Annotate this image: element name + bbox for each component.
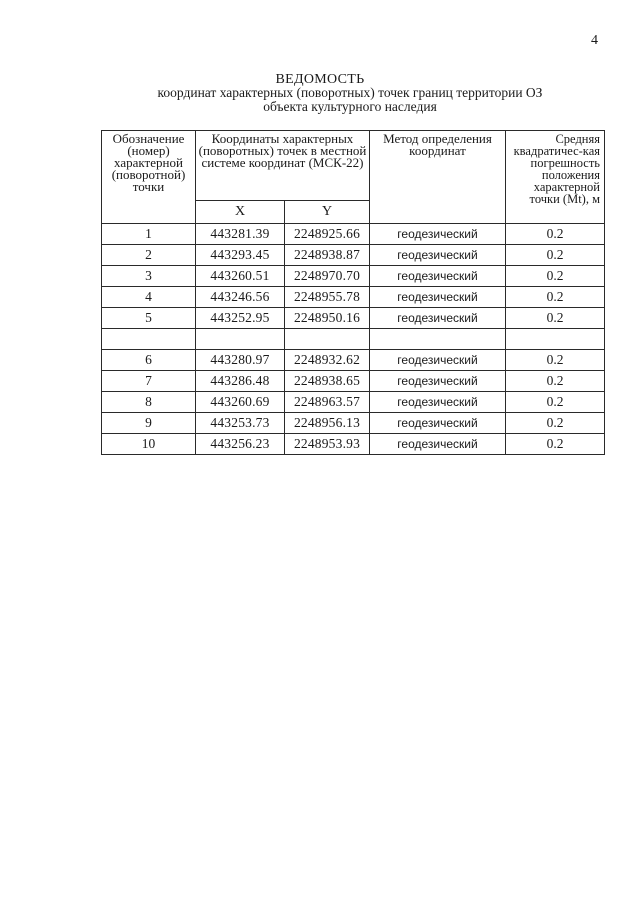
x-coordinate-cell: 443256.23 [196, 434, 285, 455]
y-coordinate-cell: 2248938.87 [285, 245, 370, 266]
y-coordinate-cell: 2248956.13 [285, 413, 370, 434]
method-cell: геодезический [370, 308, 506, 329]
table-body [102, 224, 605, 455]
method-cell: геодезический [370, 413, 506, 434]
method-cell: геодезический [370, 434, 506, 455]
y-coordinate-cell: 2248963.57 [285, 392, 370, 413]
point-number-cell: 1 [102, 224, 196, 245]
header-coordinates: Координаты характерных (поворотных) точек в местной системе координат (МСК-22) [196, 131, 370, 201]
x-coordinate-cell: 443286.48 [196, 371, 285, 392]
method-cell: геодезический [370, 245, 506, 266]
point-number-cell: 4 [102, 287, 196, 308]
x-coordinate-cell: 443252.95 [196, 308, 285, 329]
method-cell: геодезический [370, 224, 506, 245]
coordinates-table [101, 130, 605, 455]
point-number-cell: 2 [102, 245, 196, 266]
x-coordinate-cell: 443281.39 [196, 224, 285, 245]
x-coordinate-cell: 443280.97 [196, 350, 285, 371]
method-cell: геодезический [370, 371, 506, 392]
x-coordinate-cell: 443260.69 [196, 392, 285, 413]
table-row [102, 266, 605, 287]
method-cell: геодезический [370, 266, 506, 287]
document-title: ВЕДОМОСТЬ [275, 72, 365, 87]
table-row [102, 287, 605, 308]
y-coordinate-cell: 2248970.70 [285, 266, 370, 287]
mt-cell: 0.2 [506, 413, 605, 434]
point-number-cell: 8 [102, 392, 196, 413]
x-coordinate-cell: 443293.45 [196, 245, 285, 266]
mt-cell: 0.2 [506, 392, 605, 413]
method-cell: геодезический [370, 350, 506, 371]
separator-row [102, 329, 605, 350]
method-cell: геодезический [370, 392, 506, 413]
x-coordinate-cell: 443253.73 [196, 413, 285, 434]
table-row [102, 434, 605, 455]
header-mt: Средняя квадратичес-кая погрешность положения характерной точки (Mt), м [506, 131, 605, 224]
mt-cell: 0.2 [506, 245, 605, 266]
table-row [102, 413, 605, 434]
mt-cell: 0.2 [506, 371, 605, 392]
table-row [102, 350, 605, 371]
mt-cell: 0.2 [506, 434, 605, 455]
header-y: Y [285, 201, 370, 224]
header-point: Обозначение (номер) характерной (поворотной) точки [102, 131, 196, 224]
y-coordinate-cell: 2248950.16 [285, 308, 370, 329]
y-coordinate-cell: 2248938.65 [285, 371, 370, 392]
x-coordinate-cell: 443260.51 [196, 266, 285, 287]
table-row [102, 308, 605, 329]
mt-cell: 0.2 [506, 308, 605, 329]
mt-cell: 0.2 [506, 224, 605, 245]
y-coordinate-cell: 2248955.78 [285, 287, 370, 308]
point-number-cell: 6 [102, 350, 196, 371]
table-row [102, 245, 605, 266]
y-coordinate-cell: 2248932.62 [285, 350, 370, 371]
mt-cell: 0.2 [506, 287, 605, 308]
document-subtitle: координат характерных (поворотных) точек границ территории ОЗ объекта культурного наследия [157, 85, 543, 114]
table-row [102, 392, 605, 413]
mt-cell: 0.2 [506, 266, 605, 287]
mt-cell: 0.2 [506, 350, 605, 371]
page-number: 4 [591, 33, 598, 48]
table-row [102, 224, 605, 245]
point-number-cell: 3 [102, 266, 196, 287]
header-x: X [196, 201, 285, 224]
method-cell: геодезический [370, 287, 506, 308]
point-number-cell: 5 [102, 308, 196, 329]
table-row [102, 371, 605, 392]
point-number-cell: 10 [102, 434, 196, 455]
y-coordinate-cell: 2248953.93 [285, 434, 370, 455]
point-number-cell: 7 [102, 371, 196, 392]
point-number-cell: 9 [102, 413, 196, 434]
y-coordinate-cell: 2248925.66 [285, 224, 370, 245]
x-coordinate-cell: 443246.56 [196, 287, 285, 308]
header-method: Метод определения координат [370, 131, 506, 224]
